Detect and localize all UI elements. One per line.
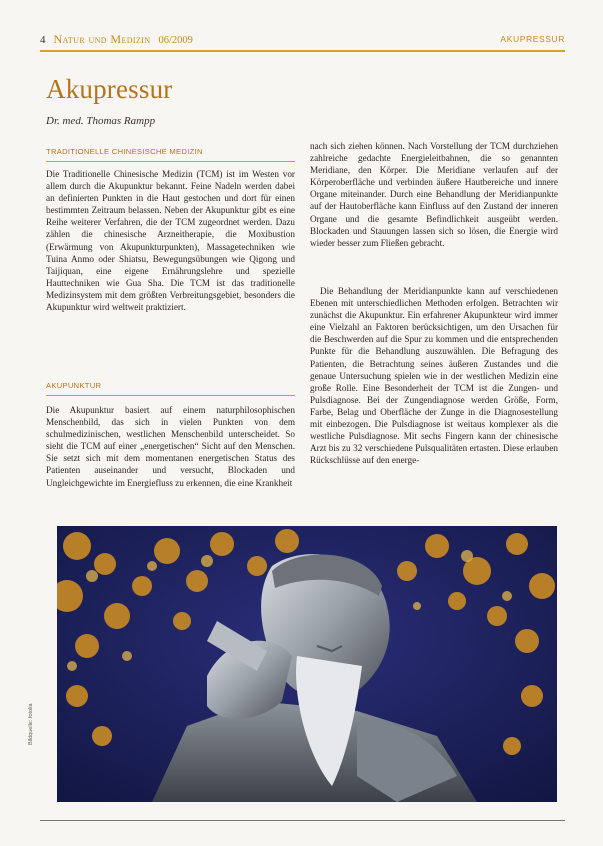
magazine-name: Natur und Medizin — [53, 31, 151, 46]
running-header — [40, 30, 565, 48]
bottom-rule — [40, 820, 565, 821]
section-heading-tcm-text: TRADITIONELLE CHINESISCHE MEDIZIN — [46, 147, 203, 156]
paragraph-akupunktur: Die Akupunktur basiert auf einem naturphilosophischen Menschenbild, das sich in vielen Punkten von dem schulmedizinischen, westlichen Menschenbild unterscheidet. So sieht die TCM auf einer „energetischen“ Sicht auf den Menschen. Sie setzt sich mit dem momentanen energetischen Status des Patienten auseinander und versucht, Blockaden und Ungleichgewichte im Energiefluss zu erkennen, die eine Krankheit — [46, 405, 295, 488]
page-number: 4 — [40, 33, 46, 46]
statue-illustration — [57, 526, 557, 802]
section-label: AKUPRESSUR — [500, 34, 565, 44]
paragraph-tcm: Die Traditionelle Chinesische Medizin (TCM) ist im Westen vor allem durch die Akupunktur bekannt. Feine Nadeln werden dabei an definierten Punkten in die Haut gestochen und dort für einen bestimmten Zeitraum belassen. Neben der Akupunktur gibt es eine Reihe weiterer Verfahren, die der TCM zugeordnet werden. Dazu zählen die chinesische Arzneitherapie, die Moxibustion (Erwärmung von Akupunkturpunkten), Massagetechniken wie Tuina Anmo oder Shiatsu, Bewegungsübungen wie Qigong und Taijiquan, eine eigene Ernährungslehre und spezielle Hauttechniken wie Gua Sha. Die TCM ist das traditionelle Medizinsystem mit dem größten Verbreitungsgebiet, besonders die Akupunktur wird weltweit praktiziert. — [46, 169, 295, 313]
photo-credit: Bildquelle: fotolia — [28, 703, 34, 745]
section-heading-akupunktur — [46, 381, 295, 396]
article-author: Dr. med. Thomas Rampp — [46, 115, 156, 127]
issue-number: 06/2009 — [158, 34, 193, 46]
section-heading-akupunktur-text: AKUPUNKTUR — [46, 381, 102, 390]
header-left — [40, 32, 193, 47]
section-heading-tcm — [46, 147, 295, 162]
paragraph-meridiane: nach sich ziehen können. Nach Vorstellung der TCM durchziehen zahlreiche gedachte Energieleitbahnen, die so genannten Meridiane, den Körper. Die Meridiane verlaufen auf der Körperoberfläche und verbinden äußere Hautbereiche und innere Organe miteinander. Durch eine Behandlung der Meridianpunkte auf der Hautoberfläche kann Einfluss auf den Zustand der inneren Organe und die gesamte Befindlichkeit ausgeübt werden. Blockaden und Stauungen lassen sich so lösen, die Energie wird wieder besser zum Fließen gebracht. — [310, 141, 558, 248]
header-rule — [40, 50, 565, 52]
confucius-statue-photo — [57, 526, 557, 802]
section-rule — [46, 161, 295, 162]
paragraph-behandlung: Die Behandlung der Meridianpunkte kann auf verschiedenen Ebenen mit unterschiedlichen Methoden erfolgen. Betrachten wir zunächst die Akupunktur. Ein erfahrener Akupunkteur wird immer eine Vielzahl an Faktoren berücksichtigen, um den Ursachen für die Beschwerden auf die Spur zu kommen und die entsprechenden Punkte für die Behandlung auszuwählen. Die Befragung des Patienten, die Betrachtung seines äußeren Zustandes und die genaue Untersuchung spielen wie in der westlichen Medizin eine große Rolle. Eine Besonderheit der TCM ist die Zungen- und Pulsdiagnose. Bei der Zungendiagnose werden Größe, Form, Farbe, Belag und Oberfläche der Zunge in die Diagnosestellung mit einbezogen. Die Pulsdiagnose ist weitaus komplexer als die westliche Pulsdiagnose. Mit sechs Fingern kann der chinesische Arzt bis zu 32 verschiedene Pulsqualitäten ertasten. Diese erlauben Rückschlüsse auf den energe- — [310, 286, 558, 466]
section-rule — [46, 395, 295, 396]
article-title: Akupressur — [46, 74, 173, 104]
